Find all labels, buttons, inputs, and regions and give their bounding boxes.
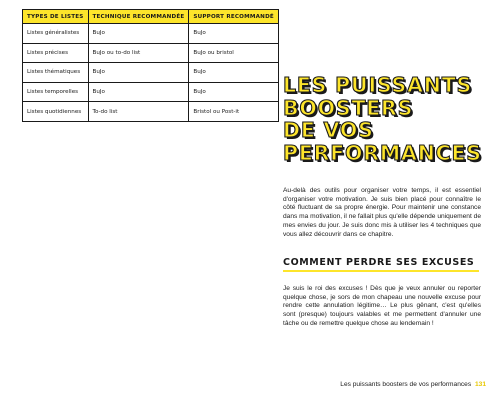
chapter-title-line: LES PUISSANTS — [283, 73, 473, 97]
chapter-title-block — [283, 74, 483, 164]
header-list-types: TYPES DE LISTES — [23, 10, 89, 24]
table-cell: Bristol ou Post-it — [189, 102, 279, 122]
running-footer-text: Les puissants boosters de vos performances — [340, 381, 472, 388]
table-cell: BuJo — [189, 82, 279, 102]
page-number: 131 — [474, 381, 486, 388]
table-header-row — [23, 10, 279, 24]
table-cell: BuJo — [88, 63, 189, 83]
table-row — [23, 63, 279, 83]
lists-table-container — [22, 9, 274, 122]
table-cell: BuJo ou bristol — [189, 43, 279, 63]
lists-table — [22, 9, 279, 122]
table-cell: BuJo — [189, 24, 279, 44]
table-row — [23, 24, 279, 44]
chapter-title — [283, 74, 483, 164]
table-cell: BuJo ou to-do list — [88, 43, 189, 63]
table-cell: Listes quotidiennes — [23, 102, 89, 122]
table-row — [23, 43, 279, 63]
chapter-title-line: BOOSTERS — [283, 95, 414, 120]
chapter-title-line: PERFORMANCES — [283, 140, 482, 165]
header-recommended-support: SUPPORT RECOMMANDÉ — [189, 10, 279, 24]
header-recommended-technique: TECHNIQUE RECOMMANDÉE — [88, 10, 189, 24]
table-cell: Listes temporelles — [23, 82, 89, 102]
table-cell: Listes généralistes — [23, 24, 89, 44]
table-row — [23, 82, 279, 102]
section-body-paragraph: Je suis le roi des excuses ! Dès que je veux annuler ou reporter quelque chose, je sors de mon chapeau une nouvelle excuse pour rendre cette annulation légitime… Le plus gênant, c'est qu'elles sont (presque) toujours valables et me permettent d'annuler une tâche ou de remettre quelque chose au lendemain ! — [283, 285, 481, 327]
section-underline — [283, 270, 479, 272]
section-heading: COMMENT PERDRE SES EXCUSES — [283, 257, 475, 268]
table-cell: BuJo — [88, 24, 189, 44]
table-cell: BuJo — [88, 82, 189, 102]
table-cell: To-do list — [88, 102, 189, 122]
page-footer — [340, 381, 486, 388]
chapter-title-line: DE VOS — [283, 118, 374, 142]
intro-paragraph: Au-delà des outils pour organiser votre temps, il est essentiel d'organiser votre motivation. Je suis bien placé pour connaître le côté fluctuant de sa propre énergie. Pour maintenir une constance dans ma motivation, il ne fallait plus qu'elle dépende uniquement de mes envies du jour. Je suis donc mis à utiliser les 4 techniques que vous allez découvrir dans ce chapitre. — [283, 187, 481, 238]
table-row — [23, 102, 279, 122]
table-cell: Listes précises — [23, 43, 89, 63]
table-cell: BuJo — [189, 63, 279, 83]
table-cell: Listes thématiques — [23, 63, 89, 83]
